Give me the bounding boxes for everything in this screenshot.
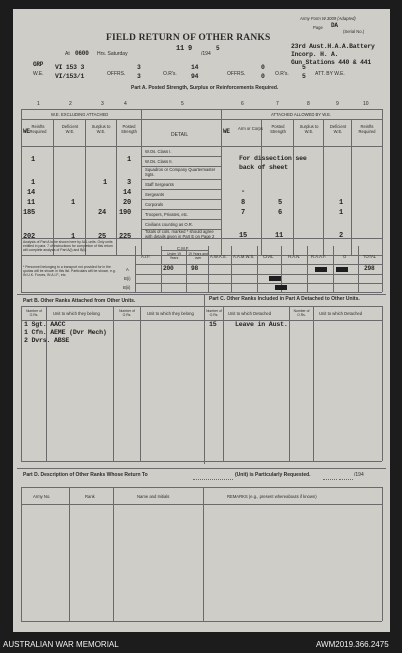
date-value: 11 9	[176, 45, 193, 53]
cell-r3-note: back of sheet	[239, 164, 288, 171]
col-deficient-we: Deficient W.E.	[61, 124, 79, 134]
detail-wo-class-1: W.Os. Class I.	[145, 149, 172, 154]
analysis-col-aif: A.I.F.	[141, 254, 151, 259]
part-c-title: Part C. Other Ranks Included in Part A Detached to Other Units.	[209, 296, 360, 302]
time-value: 0600	[75, 50, 89, 57]
total-c1: 202	[23, 233, 36, 241]
blackout-mark	[336, 267, 348, 272]
allowed-attached-header: ATTACHED ALLOWED BY W.E.	[271, 112, 332, 117]
col-number-5: 5	[181, 101, 184, 107]
cell-r6-c9: 1	[339, 199, 344, 207]
detail-corporals: Corporals	[145, 202, 164, 207]
page-number: DA	[331, 22, 338, 29]
cell-r2-c1: 1	[31, 156, 36, 164]
cell-r4-c3: 1	[103, 179, 108, 187]
unit-name-line1: 23rd Aust.H.A.A.Battery	[291, 43, 375, 50]
excl-attached-header: W.E. EXCLUDING ATTACHED	[51, 112, 109, 117]
col-posted-strength: Posted Strength	[121, 124, 137, 134]
col-number-4: 4	[124, 101, 127, 107]
part-b-col-unit-2: Unit to which they belong	[147, 311, 194, 316]
analysis-col-han: H.A.N.	[288, 254, 301, 259]
cell-r6-c6: 8	[241, 199, 246, 207]
cmf-label: C.M.F.	[177, 246, 190, 251]
year-digit: 5	[216, 45, 220, 52]
part-c-col-unit-2: Unit to which Detached	[319, 311, 363, 316]
offrs2-value-1: 0	[261, 64, 265, 71]
cell-r6-c4: 20	[123, 199, 132, 207]
offrs-value-1: 3	[137, 64, 141, 71]
col-posted-strength-right: Posted Strength	[270, 124, 286, 134]
ors2-value-2: 5	[302, 73, 306, 80]
ors-value-1: 14	[191, 64, 199, 71]
cell-r7-c4: 190	[119, 209, 132, 217]
col-number-7: 7	[276, 101, 279, 107]
analysis-col-total: TOTAL	[363, 254, 377, 259]
archive-accession-number: AWM2019.366.2475	[316, 640, 389, 649]
form-sheet	[13, 9, 390, 632]
detail-civilians: Civilians counting as O.R.	[145, 222, 193, 227]
we-value-1: VI 153 3	[55, 64, 85, 71]
part-b-entry-1: 1 Sgt. AACC	[24, 321, 66, 328]
cell-r7-c1: 185	[23, 209, 36, 217]
cell-r6-c7: 5	[278, 199, 283, 207]
part-b-col-number-2: Number of O.Rs.	[119, 309, 135, 317]
analysis-row-a: A	[126, 267, 129, 272]
part-c-entry-unit: Leave in Aust.	[235, 321, 288, 328]
col-number-9: 9	[336, 101, 339, 107]
part-d-title: Part D. Description of Other Ranks Whose Return To	[23, 472, 148, 478]
detail-troopers: Troopers, Privates, etc.	[145, 212, 189, 217]
col-reinfts-right: Reinfts Required	[358, 124, 376, 134]
part-b-entry-2: 1 Cfn. AEME (Dvr Mech)	[24, 329, 107, 336]
analysis-row-bii: B(ii)	[123, 285, 131, 290]
serial-label: (Serial No.)	[343, 29, 365, 34]
cell-r6-c2: 1	[71, 199, 76, 207]
col-number-3: 3	[101, 101, 104, 107]
col-arm-or-corps: Arm or Corps	[238, 126, 263, 131]
analysis-col-awas: A.W.A.S.	[210, 254, 227, 259]
total-c4: 225	[119, 233, 132, 241]
col-number-8: 8	[307, 101, 310, 107]
part-c-col-number: Number of O.Rs.	[206, 309, 222, 317]
we-label: W.E.	[33, 71, 44, 77]
part-b-entry-3: 2 Dvrs. ABSE	[24, 337, 70, 344]
unit-name-line3: Gun Stations 440 & 441	[291, 59, 371, 66]
analysis-col-over19: 19 Years and over	[188, 252, 208, 260]
part-d-col-name: Name and Initials	[137, 494, 170, 499]
cell-r7-c9: 1	[339, 209, 344, 217]
hrs-label: Hrs. Saturday	[97, 51, 128, 57]
analysis-a-total: 298	[364, 265, 375, 272]
form-title: FIELD RETURN OF OTHER RANKS	[106, 33, 271, 43]
analysis-note: Analysis of Part A to be shown here by ALL units. Only units entitled in para. 7 of instructions for completion of this return will complete analysis of Part A(i) and B(ii).	[23, 240, 113, 252]
att-by-we-label: ATT. BY W.E.	[315, 71, 345, 77]
cell-r7-c3: 24	[98, 209, 107, 217]
page-label: Page	[313, 25, 323, 30]
archive-credit: AUSTRALIAN WAR MEMORIAL	[3, 640, 119, 649]
col-surplus-we: Surplus to W.E.	[91, 124, 111, 134]
year-label: /194	[201, 51, 211, 57]
offrs-value-2: 3	[137, 73, 141, 80]
part-d-date-label: /194	[354, 472, 364, 478]
cell-r6-c1: 11	[27, 199, 36, 207]
total-c6: 15	[239, 232, 248, 240]
cell-r7-c6: 7	[241, 209, 246, 217]
cell-r4-c4: 3	[127, 179, 132, 187]
part-c-col-number-2: Number of O.Rs.	[293, 309, 310, 317]
part-c-col-unit: Unit to which Detached	[228, 311, 272, 316]
we-marker-right: WE	[223, 128, 230, 135]
detail-staff-sergeants: Staff Sergeants	[145, 182, 174, 187]
part-d-col-rank: Rank	[85, 494, 95, 499]
part-c-entry-number: 15	[209, 321, 217, 328]
analysis-a-over19: 98	[191, 265, 199, 272]
total-c9: 2	[339, 232, 344, 240]
blackout-mark	[315, 267, 327, 272]
cell-r7-c7: 6	[278, 209, 283, 217]
code-label: GRP	[33, 61, 44, 68]
total-c2: 1	[71, 233, 76, 241]
we-marker-left: WE	[23, 128, 30, 135]
col-reinfts-required: Reinfts Required	[29, 124, 47, 134]
part-b-col-unit: Unit to which they belong	[53, 311, 100, 316]
offrs2-value-2: 0	[261, 73, 265, 80]
totals-label: Totals of cols. marked * should agree with details given in Part E on Page 2	[145, 229, 215, 239]
analysis-note-2: * Personnel belonging to a transport not provided for in the quotas will be shown in this list. Particulars will be shown, e.g. IN U.K. Forces, IN A.I.F., etc.	[23, 265, 116, 277]
analysis-col-aamws: A.A.M.W.S.	[233, 254, 255, 259]
detail-quartermaster-sgts: Squadron or Company Quartermaster Sgts.	[145, 167, 216, 177]
col-number-10: 10	[363, 101, 369, 107]
detail-header: DETAIL	[171, 132, 189, 138]
cell-r4-c1: 1	[31, 179, 36, 187]
offrs-label-2: OFFRS.	[227, 71, 246, 77]
part-d-col-army-no: Army No.	[33, 494, 51, 499]
col-surplus-right: Surplus to W.E.	[299, 124, 319, 134]
blackout-mark	[275, 285, 287, 290]
total-c3: 25	[98, 233, 107, 241]
analysis-col-raaf: R.A.A.F.	[311, 254, 327, 259]
col-number-1: 1	[37, 101, 40, 107]
detail-sergeants: Sergeants	[145, 192, 165, 197]
cell-r5-c4: 14	[123, 189, 132, 197]
analysis-a-aif: 200	[163, 265, 174, 272]
at-label: At	[65, 51, 70, 57]
part-a-title: Part A. Posted Strength, Surplus or Reinforcements Required.	[131, 85, 279, 91]
analysis-col-civil: CIVIL	[263, 254, 274, 259]
cell-r5-c1: 14	[27, 189, 36, 197]
detail-wo-class-2: W.Os. Class II.	[145, 159, 173, 164]
part-b-col-number: Number of O.Rs.	[26, 309, 42, 317]
cell-r2-c4: 1	[127, 156, 132, 164]
analysis-col-under19: Under 19 Years	[167, 252, 181, 260]
col-deficient-right: Deficient W.E.	[329, 124, 347, 134]
ors-value-2: 94	[191, 73, 199, 80]
part-d-title-mid: (Unit) is Particularly Requested.	[235, 472, 311, 478]
analysis-col-o: O	[343, 254, 347, 259]
cell-r5-c6: -	[241, 188, 246, 196]
part-b-title: Part B. Other Ranks Attached from Other Units.	[23, 298, 136, 304]
form-reference: Army Form W.3009 (Adapted)	[300, 16, 356, 21]
col-number-6: 6	[241, 101, 244, 107]
analysis-row-bi: B(i)	[124, 276, 131, 281]
blackout-mark	[269, 276, 281, 281]
we-value-2: VI/153/1	[55, 73, 85, 80]
part-d-col-remarks: REMARKS (e.g., present whereabouts if known)	[227, 494, 317, 499]
ors-label-2: O.R's.	[275, 71, 289, 77]
ors-label: O.R's.	[163, 71, 177, 77]
offrs-label: OFFRS.	[107, 71, 126, 77]
ors2-value-1: 5	[302, 64, 306, 71]
cell-r2-note: For dissection see	[239, 155, 307, 162]
total-c7: 11	[275, 232, 284, 240]
col-number-2: 2	[69, 101, 72, 107]
unit-name-line2: Incorp. H. A.	[291, 51, 339, 58]
